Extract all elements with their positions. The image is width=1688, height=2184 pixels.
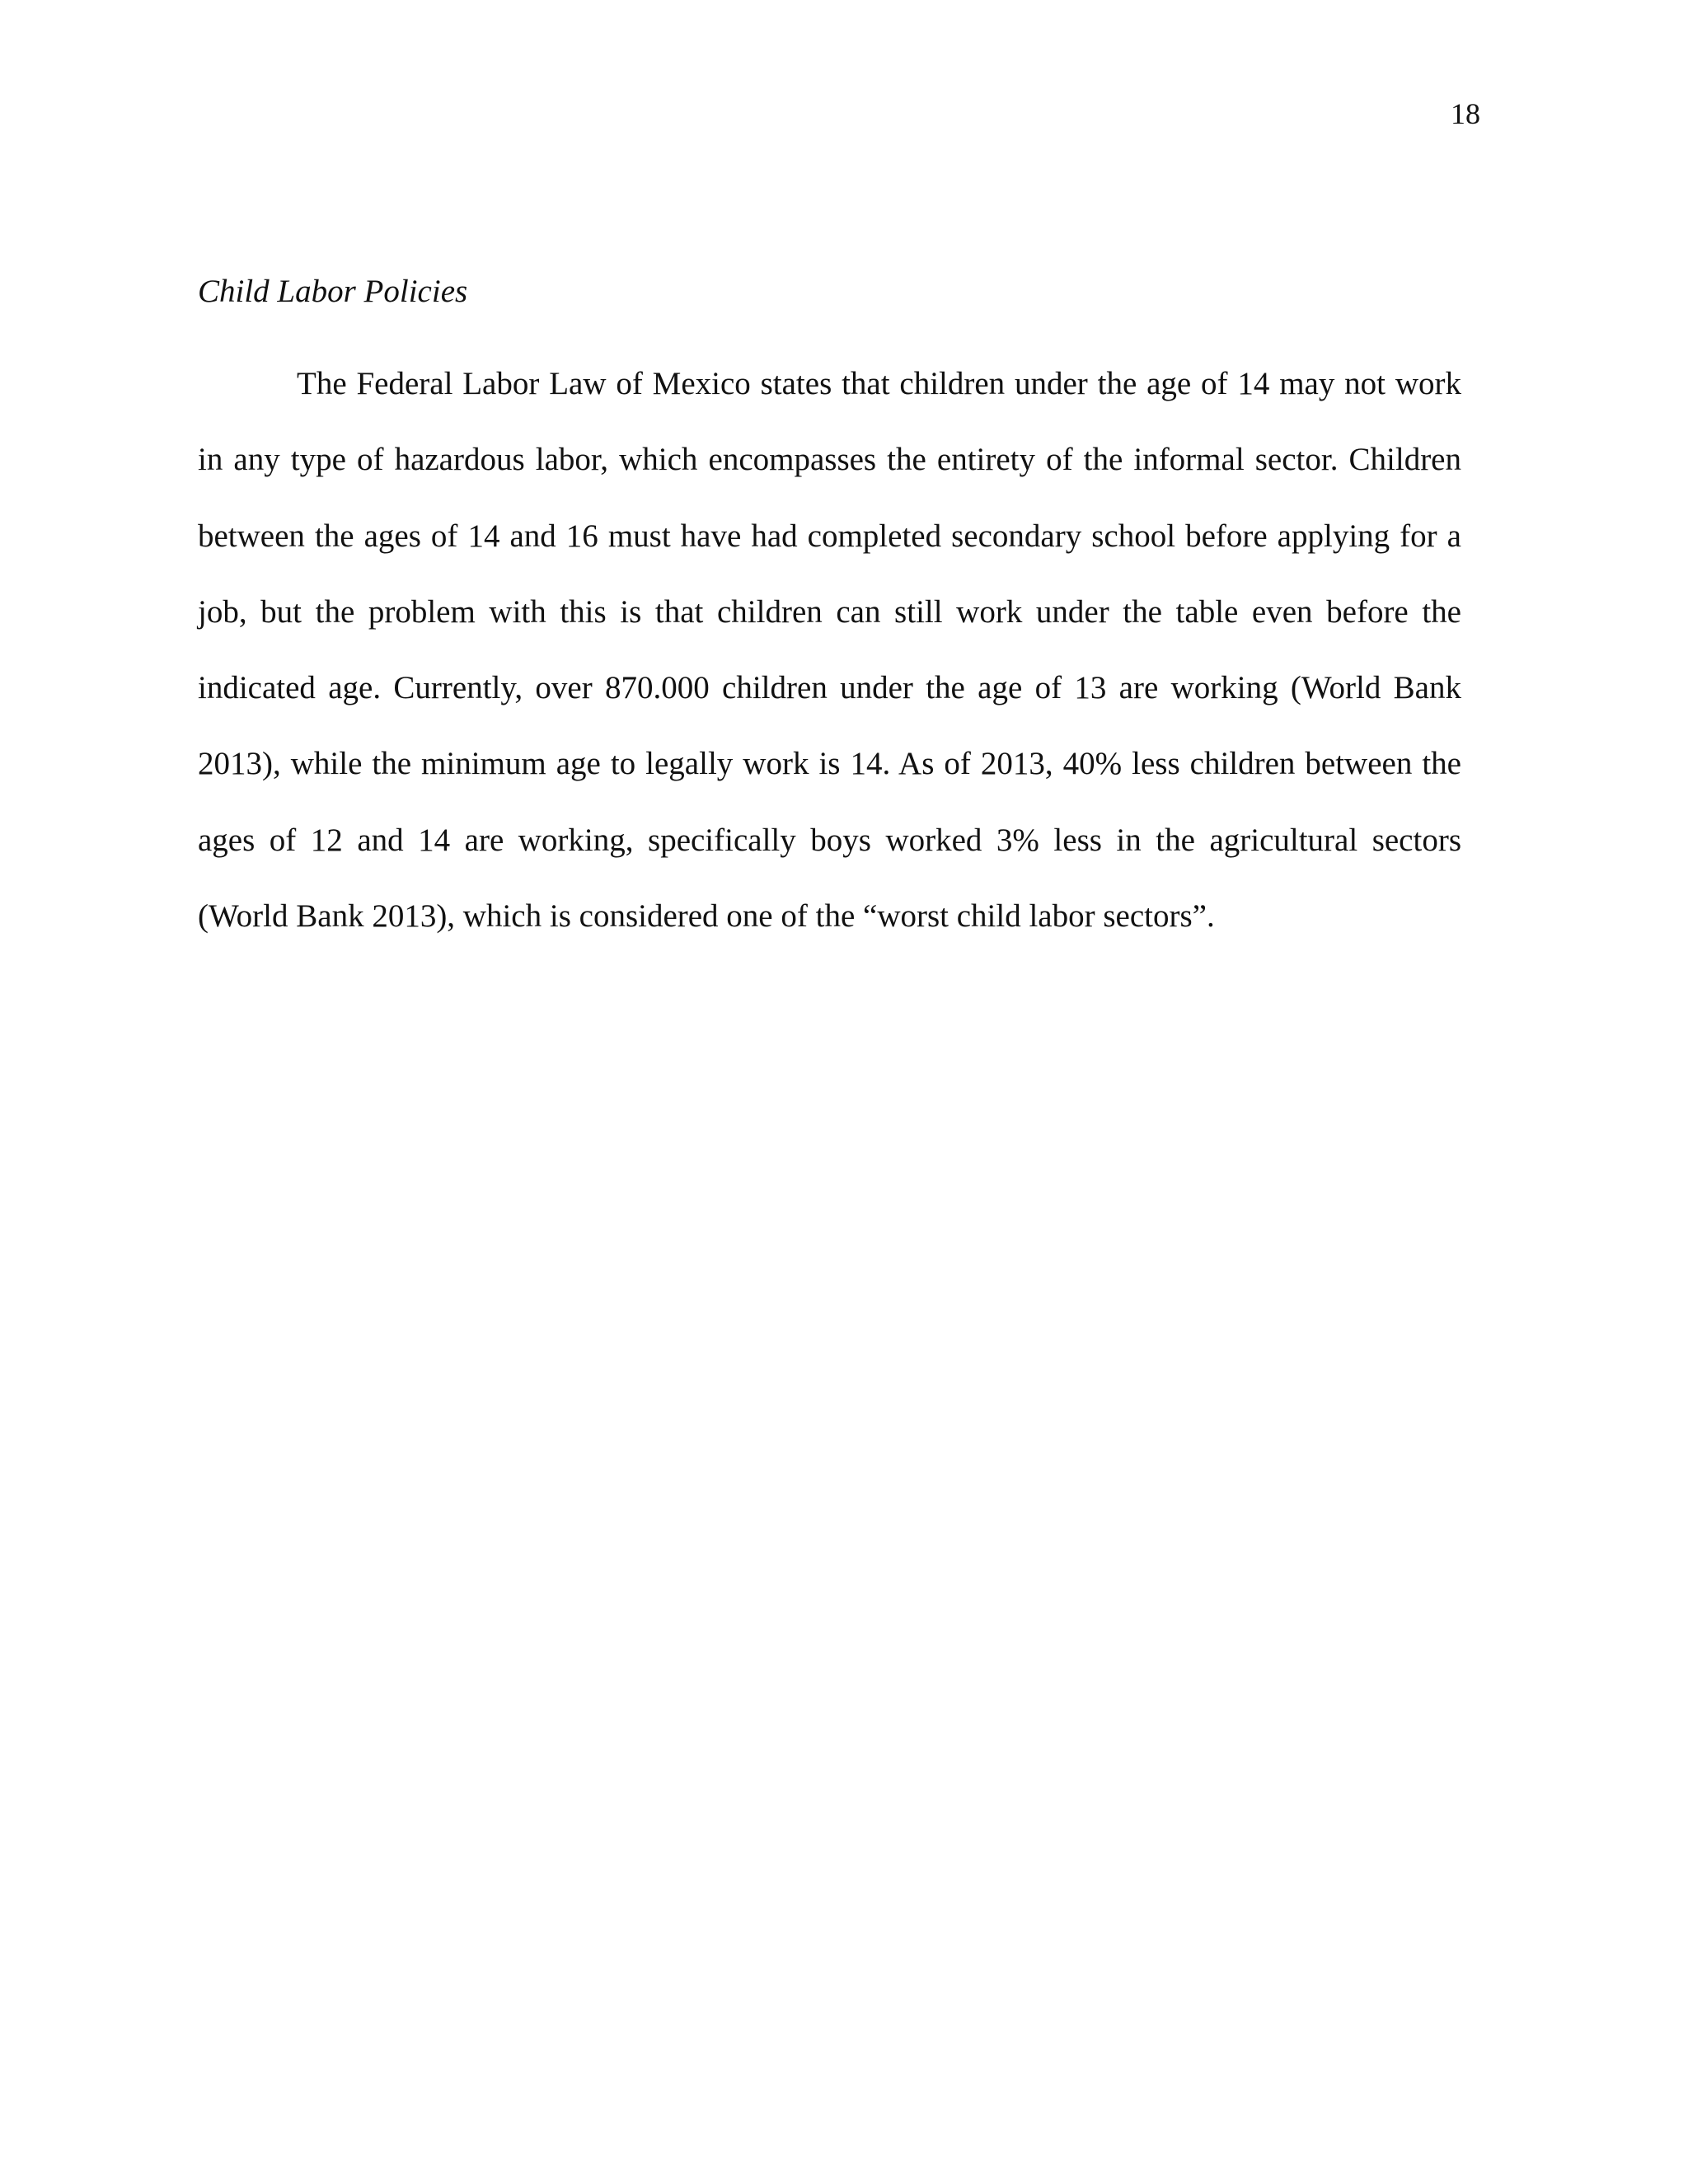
page-content: [198, 270, 1461, 954]
page-number: 18: [1451, 97, 1480, 130]
section-heading: Child Labor Policies: [198, 274, 468, 309]
body-paragraph: The Federal Labor Law of Mexico states that children under the age of 14 may not work in any type of hazardous labor, which encompasses the entirety of the informal sector. Children between the ages of 14 and 16 must have had completed secondary school before applying for a job, but the problem with this is that children can still work under the table even before the indicated age. Currently, over 870.000 children under the age of 13 are working (World Bank 2013), while the minimum age to legally work is 14. As of 2013, 40% less children between the ages of 12 and 14 are working, specifically boys worked 3% less in the agricultural sectors (World Bank 2013), which is considered one of the “worst child labor sectors”.: [198, 366, 1461, 935]
